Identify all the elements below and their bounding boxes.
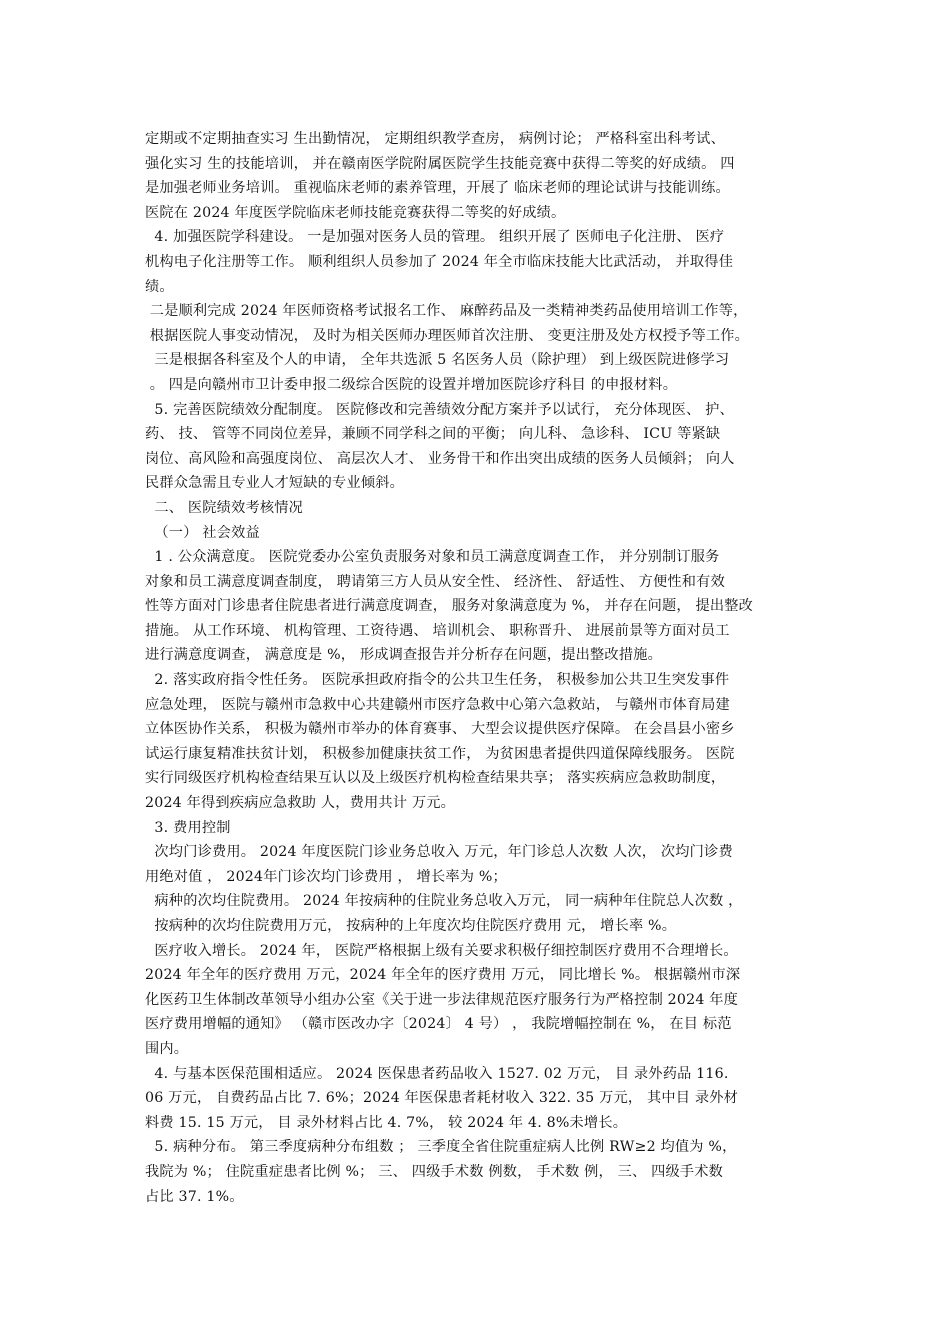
text-line: 实行同级医疗机构检查结果互认以及上级医疗机构检查结果共享； 落实疾病应急救助制度， <box>145 770 726 787</box>
text-line: 占比 37. 1%。 <box>145 1188 244 1205</box>
text-line: 。 四是向赣州市卫计委申报二级综合医院的设置并增加医院诊疗科目 的申报材料。 <box>145 376 678 393</box>
text-line: 化医药卫生体制改革领导小组办公室《关于进一步法律规范医疗服务行为严格控制 2024 年度 <box>145 991 739 1008</box>
text-line: 医疗费用增幅的通知》 （赣市医改办字〔2024〕 4 号） ， 我院增幅控制在 %， 在目 标范 <box>145 1016 732 1033</box>
text-line: 应急处理， 医院与赣州市急救中心共建赣州市医疗急救中心第六急救站， 与赣州市体育局建 <box>145 696 730 713</box>
text-line: 围内。 <box>145 1040 189 1057</box>
text-line: 1 . 公众满意度。 医院党委办公室负责服务对象和员工满意度调查工作， 并分别制订服务 <box>145 549 720 566</box>
text-line: 三是根据各科室及个人的申请， 全年共选派 5 名医务人员（除护理） 到上级医院进修学习 <box>145 352 730 369</box>
text-line: 4. 加强医院学科建设。 一是加强对医务人员的管理。 组织开展了 医师电子化注册、 医疗 <box>145 229 725 246</box>
text-line: 试运行康复精准扶贫计划， 积极参加健康扶贫工作， 为贫困患者提供四道保障线服务。 医院 <box>145 745 735 762</box>
text-line: 机构电子化注册等工作。 顺利组织人员参加了 2024 年全市临床技能大比武活动， 并取得佳 <box>145 253 734 270</box>
text-line: 4. 与基本医保范围相适应。 2024 医保患者药品收入 1527. 02 万元， 目 录外药品 116. <box>145 1065 729 1082</box>
text-line: 2024 年全年的医疗费用 万元，2024 年全年的医疗费用 万元， 同比增长 %。 根据赣州市深 <box>145 967 741 984</box>
text-line: 06 万元， 自费药品占比 7. 6%；2024 年医保患者耗材收入 322. 35 万元， 其中目 录外材 <box>145 1090 738 1107</box>
text-line: 按病种的次均住院费用万元， 按病种的上年度次均住院医疗费用 元， 增长率 %。 <box>145 918 677 934</box>
subsection-heading: 3. 费用控制 <box>145 819 231 836</box>
subsection-heading: （一） 社会效益 <box>145 524 260 541</box>
text-line: 5. 完善医院绩效分配制度。 医院修改和完善绩效分配方案并予以试行， 充分体现医、 护、 <box>145 401 734 418</box>
text-line: 绩。 <box>145 278 174 295</box>
text-line: 医疗收入增长。 2024 年， 医院严格根据上级有关要求积极仔细控制医疗费用不合理增长。 <box>145 942 738 959</box>
text-line: 对象和员工满意度调查制度， 聘请第三方人员从安全性、 经济性、 舒适性、 方便性和有效 <box>145 573 725 590</box>
text-line: 岗位、高风险和高强度岗位、 高层次人才、 业务骨干和作出突出成绩的医务人员倾斜； 向人 <box>145 450 735 467</box>
text-line: 料费 15. 15 万元， 目 录外材料占比 4. 7%， 较 2024 年 4. 8%未增长。 <box>145 1114 628 1131</box>
text-line: 药、 技、 管等不同岗位差异，兼顾不同学科之间的平衡； 向儿科、 急诊科、 ICU 等紧缺 <box>145 426 721 443</box>
text-line: 性等方面对门诊患者住院患者进行满意度调查， 服务对象满意度为 %， 并存在问题， 提出整改 <box>145 598 754 615</box>
text-line: 病种的次均住院费用。 2024 年按病种的住院业务总收入万元， 同一病种年住院总人次数 ， <box>145 893 743 910</box>
section-heading: 二、 医院绩效考核情况 <box>145 499 304 516</box>
text-line: 次均门诊费用。 2024 年度医院门诊业务总收入 万元，年门诊总人次数 人次， 次均门诊费 <box>145 844 733 861</box>
text-line: 定期或不定期抽查实习 生出勤情况， 定期组织教学查房， 病例讨论； 严格科室出科考试、 <box>145 131 725 147</box>
text-line: 2024 年得到疾病应急救助 人，费用共计 万元。 <box>145 795 456 812</box>
text-line: 立体医协作关系， 积极为赣州市举办的体育赛事、 大型会议提供医疗保障。 在会昌县小密乡 <box>145 721 735 738</box>
text-line: 2. 落实政府指令性任务。 医院承担政府指令的公共卫生任务， 积极参加公共卫生突发事件 <box>145 672 730 689</box>
text-line: 用绝对值 ， 2024年门诊次均门诊费用 ， 增长率为 %； <box>145 868 507 885</box>
text-line: 我院为 %； 住院重症患者比例 %； 三、 四级手术数 例数， 手术数 例， 三、 四级手术数 <box>145 1163 724 1180</box>
text-line: 民群众急需且专业人才短缺的专业倾斜。 <box>145 475 404 492</box>
text-line: 5. 病种分布。 第三季度病种分布组数 ； 三季度全省住院重症病人比例 RW≥2 均值为 %， <box>145 1139 737 1156</box>
document-body <box>145 127 813 1209</box>
text-line: 是加强老师业务培训。 重视临床老师的素养管理，开展了 临床老师的理论试讲与技能训练。 <box>145 180 730 197</box>
text-line: 根据医院人事变动情况， 及时为相关医师办理医师首次注册、 变更注册及处方权授予等工作。 <box>145 327 750 344</box>
text-line: 措施。 从工作环境、 机构管理、工资待遇、 培训机会、 职称晋升、 进展前景等方面对员工 <box>145 622 730 639</box>
text-line: 医院在 2024 年度医学院临床老师技能竞赛获得二等奖的好成绩。 <box>145 204 566 221</box>
text-line: 进行满意度调查， 满意度是 %， 形成调查报告并分析存在问题，提出整改措施。 <box>145 647 662 664</box>
text-line: 二是顺利完成 2024 年医师资格考试报名工作、 麻醉药品及一类精神类药品使用培训工作等， <box>145 303 748 320</box>
text-line: 强化实习 生的技能培训， 并在赣南医学院附属医院学生技能竞赛中获得二等奖的好成绩。 四 <box>145 155 735 172</box>
